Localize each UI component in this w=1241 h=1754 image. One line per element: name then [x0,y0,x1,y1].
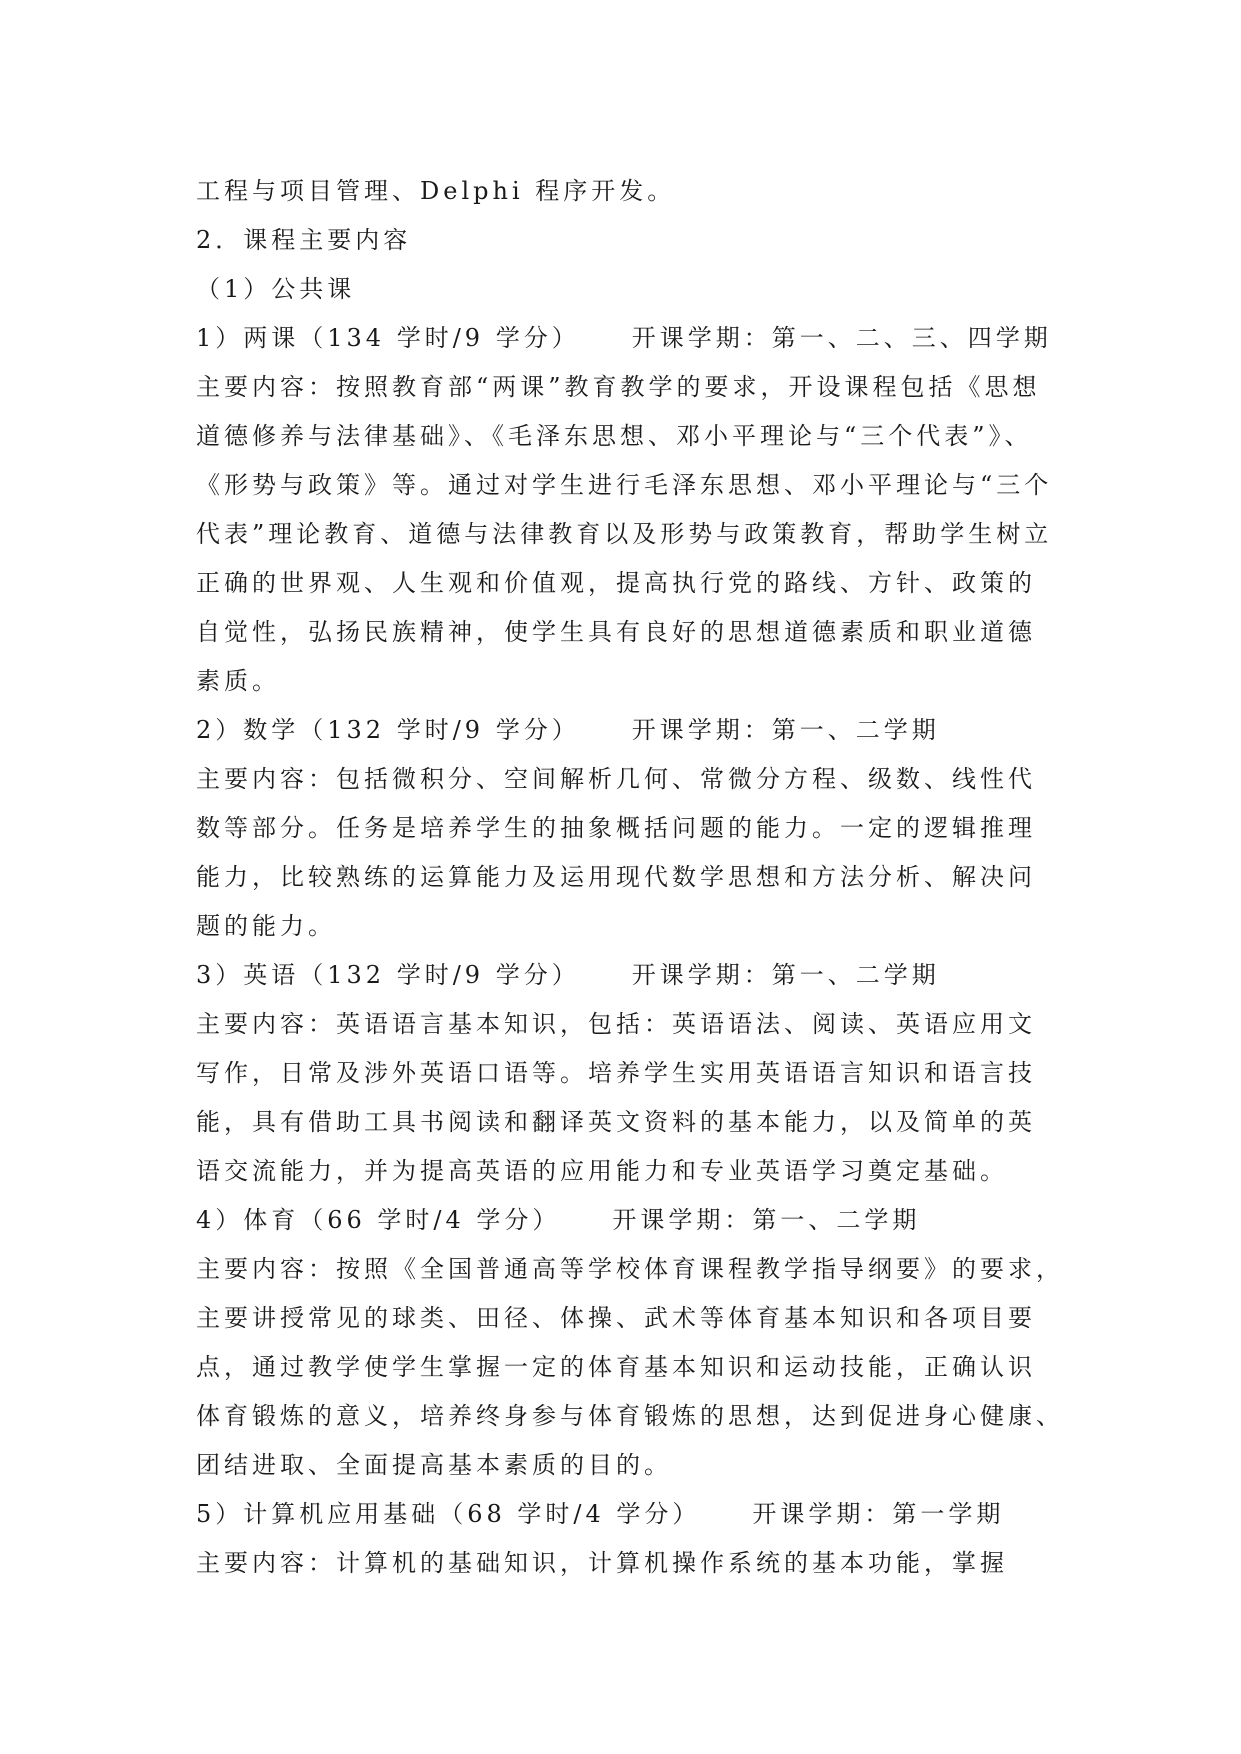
text-line: 能，具有借助工具书阅读和翻译英文资料的基本能力，以及简单的英 [196,1108,1036,1136]
text-line: 主要讲授常见的球类、田径、体操、武术等体育基本知识和各项目要 [196,1304,1036,1332]
course-title: 1）两课（134 学时/9 学分） [196,324,580,352]
text-line: 主要内容：按照教育部“两课”教育教学的要求，开设课程包括《思想 [196,373,1041,401]
section-heading: 2．课程主要内容 [196,226,412,254]
course-semester: 开课学期：第一学期 [752,1500,1005,1528]
course-semester: 开课学期：第一、二学期 [631,961,940,989]
text-line: 道德修养与法律基础》、《毛泽东思想、邓小平理论与“三个代表”》、 [196,422,1033,450]
text-line: 团结进取、全面提高基本素质的目的。 [196,1451,672,1479]
document-page [196,167,1064,1588]
course-semester: 开课学期：第一、二学期 [631,716,940,744]
course-semester: 开课学期：第一、二、三、四学期 [631,324,1052,352]
course-title: 3）英语（132 学时/9 学分） [196,961,580,989]
text-line: 代表”理论教育、道德与法律教育以及形势与政策教育，帮助学生树立 [196,520,1053,548]
text-line: 自觉性，弘扬民族精神，使学生具有良好的思想道德素质和职业道德 [196,618,1036,646]
text-line: 主要内容：按照《全国普通高等学校体育课程教学指导纲要》的要求， [196,1255,1064,1283]
text-line: 《形势与政策》等。通过对学生进行毛泽东思想、邓小平理论与“三个 [196,471,1053,499]
text-line: 主要内容：计算机的基础知识，计算机操作系统的基本功能，掌握 [196,1549,1008,1577]
subsection-heading: （1）公共课 [196,275,356,303]
course-title: 2）数学（132 学时/9 学分） [196,716,580,744]
course-heading [196,1490,1056,1539]
text-line: 题的能力。 [196,912,336,940]
course-heading [196,314,1056,363]
text-line: 能力，比较熟练的运算能力及运用现代数学思想和方法分析、解决问 [196,863,1036,891]
text-line: 主要内容：包括微积分、空间解析几何、常微分方程、级数、线性代 [196,765,1036,793]
text-line: 数等部分。任务是培养学生的抽象概括问题的能力。一定的逻辑推理 [196,814,1036,842]
text-line: 素质。 [196,667,280,695]
course-title: 5）计算机应用基础（68 学时/4 学分） [196,1500,701,1528]
course-heading [196,706,1056,755]
text-line: 语交流能力，并为提高英语的应用能力和专业英语学习奠定基础。 [196,1157,1008,1185]
text-line: 写作，日常及涉外英语口语等。培养学生实用英语语言知识和语言技 [196,1059,1036,1087]
text-line: 体育锻炼的意义，培养终身参与体育锻炼的思想，达到促进身心健康、 [196,1402,1064,1430]
course-heading [196,1196,1056,1245]
text-line: 点，通过教学使学生掌握一定的体育基本知识和运动技能，正确认识 [196,1353,1036,1381]
course-heading [196,951,1056,1000]
text-line: 主要内容：英语语言基本知识，包括：英语语法、阅读、英语应用文 [196,1010,1036,1038]
text-line: 正确的世界观、人生观和价值观，提高执行党的路线、方针、政策的 [196,569,1036,597]
course-semester: 开课学期：第一、二学期 [612,1206,921,1234]
text-line: 工程与项目管理、Delphi 程序开发。 [196,177,676,205]
course-title: 4）体育（66 学时/4 学分） [196,1206,561,1234]
